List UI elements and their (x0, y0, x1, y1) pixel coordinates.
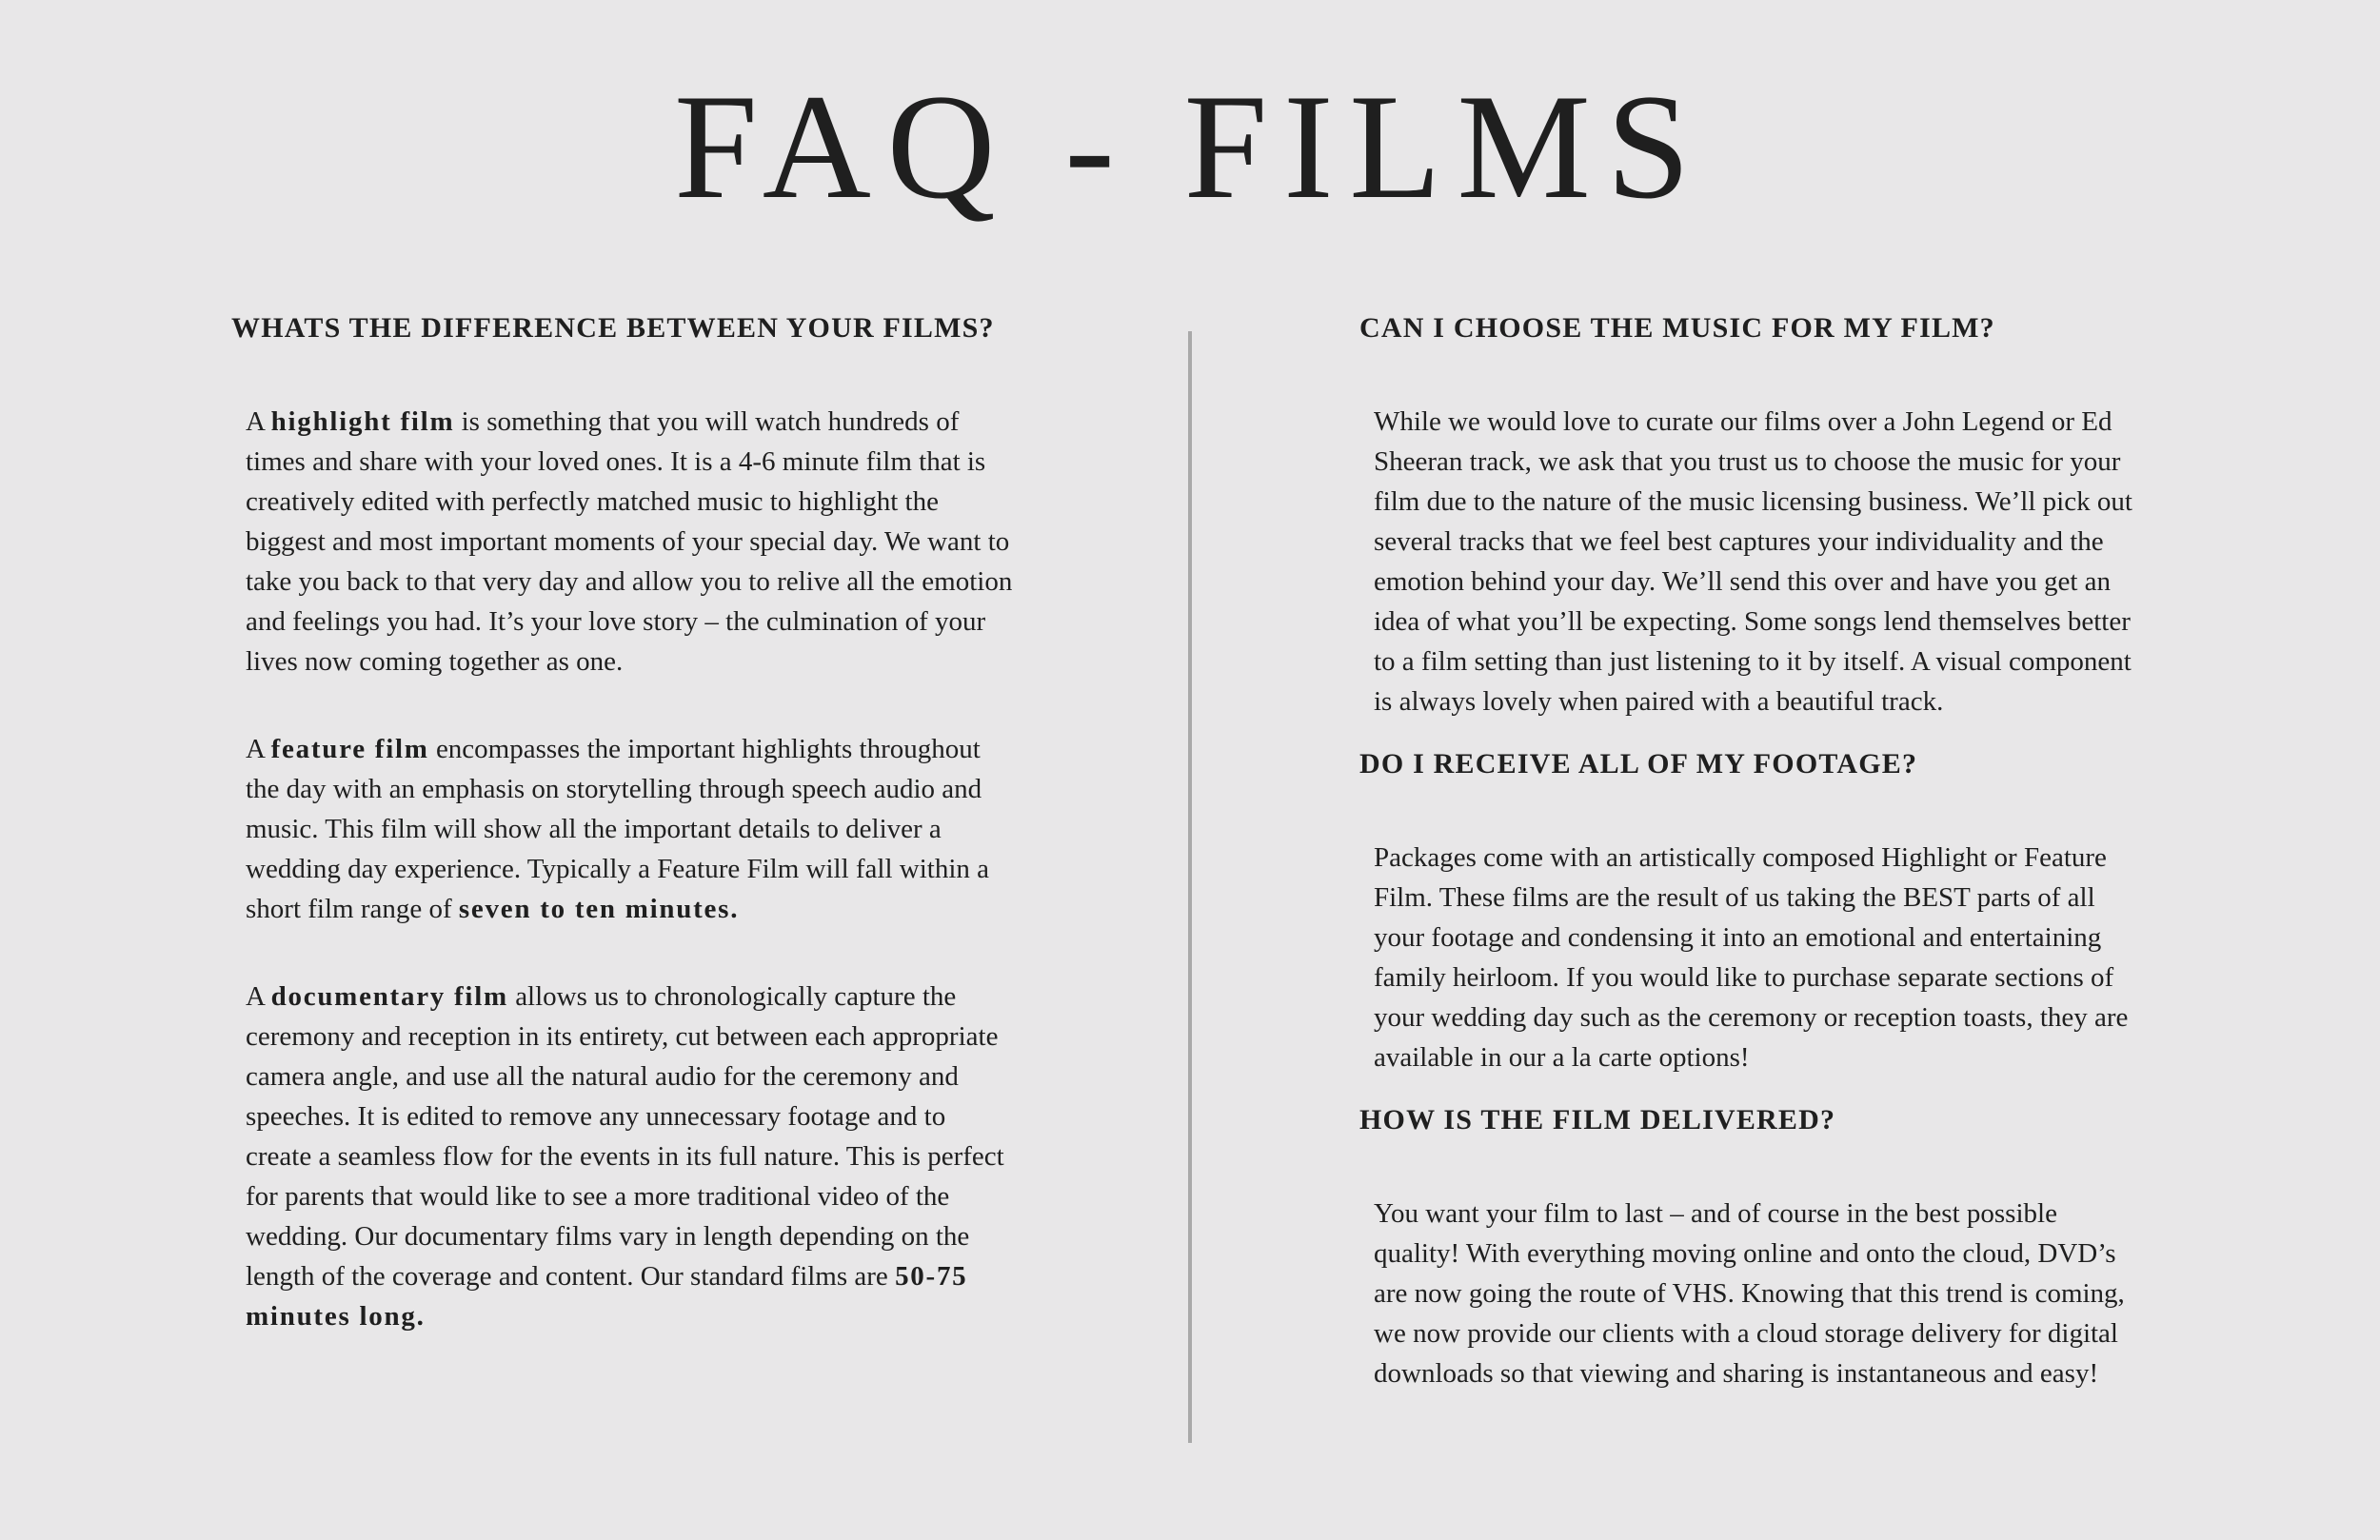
column-divider (1188, 331, 1192, 1443)
faq-question-heading: HOW IS THE FILM DELIVERED? (1359, 1104, 1836, 1135)
bold-text-segment: documentary film (270, 981, 508, 1012)
text-segment: A (246, 734, 271, 764)
text-segment: A (246, 981, 271, 1012)
text-segment: is something that you will watch hundreds of times and share with your loved ones. It is a 4-6 minute film that is creatively edited with perfectly matched music to highlight the biggest and most important moments of your special day. We want to take you back to that very day and allow you to relive all the emotion and feelings you had. It’s your love story – the culmination of your lives now coming together as one. (246, 406, 1013, 677)
bold-text-segment: highlight film (270, 406, 455, 437)
faq-answer-paragraph (1374, 838, 2138, 1077)
faq-question-heading: DO I RECEIVE ALL OF MY FOOTAGE? (1359, 748, 1918, 780)
bold-text-segment: seven to ten minutes. (458, 894, 740, 924)
text-segment: You want your film to last – and of course in the best possible quality! With everything moving online and onto the cloud, DVD’s are now going the route of VHS. Knowing that this trend is coming, we now provide our clients with a cloud storage delivery for digital downloads so that viewing and sharing is instantaneous and easy! (1374, 1198, 2125, 1389)
faq-question-heading: WHATS THE DIFFERENCE BETWEEN YOUR FILMS? (231, 312, 995, 344)
left-column (231, 310, 1014, 1336)
faq-answer-paragraph (246, 402, 1014, 681)
text-segment: allows us to chronologically capture the ceremony and reception in its entirety, cut between each appropriate camera angle, and use all the natural audio for the ceremony and speeches. It is edited to remove any unnecessary footage and to create a seamless flow for the events in its full nature. This is perfect for parents that would like to see a more traditional video of the wedding. Our documentary films vary in length depending on the length of the coverage and content. Our standard films are (246, 981, 1004, 1292)
text-segment: A (246, 406, 271, 437)
text-segment: encompasses the important highlights throughout the day with an emphasis on storytelling through speech audio and music. This film will show all the important details to deliver a wedding day experience. Typically a Feature Film will fall within a short film range of (246, 734, 990, 924)
bold-text-segment: feature film (270, 734, 429, 764)
text-segment: While we would love to curate our films over a John Legend or Ed Sheeran track, we ask that you trust us to choose the music for your film due to the nature of the music licensing business. We’ll pick out several tracks that we feel best captures your individuality and the emotion behind your day. We’ll send this over and have you get an idea of what you’ll be expecting. Some songs lend themselves better to a film setting than just listening to it by itself. A visual component is always lovely when paired with a beautiful track. (1374, 406, 2132, 717)
faq-answer-paragraph (246, 729, 1014, 929)
right-column (1359, 310, 2138, 1393)
faq-answer-paragraph (1374, 1194, 2138, 1393)
faq-answer-paragraph (1374, 402, 2138, 721)
page-title: FAQ - FILMS (674, 64, 1706, 230)
faq-answer-paragraph (246, 977, 1014, 1336)
bold-text-segment: 50-75 minutes long. (246, 1261, 968, 1332)
faq-question-heading: CAN I CHOOSE THE MUSIC FOR MY FILM? (1359, 312, 1995, 344)
text-segment: Packages come with an artistically composed Highlight or Feature Film. These films are the result of us taking the BEST parts of all your footage and condensing it into an emotional and entertaining family heirloom. If you would like to purchase separate sections of your wedding day such as the ceremony or reception toasts, they are available in our a la carte options! (1374, 842, 2129, 1073)
